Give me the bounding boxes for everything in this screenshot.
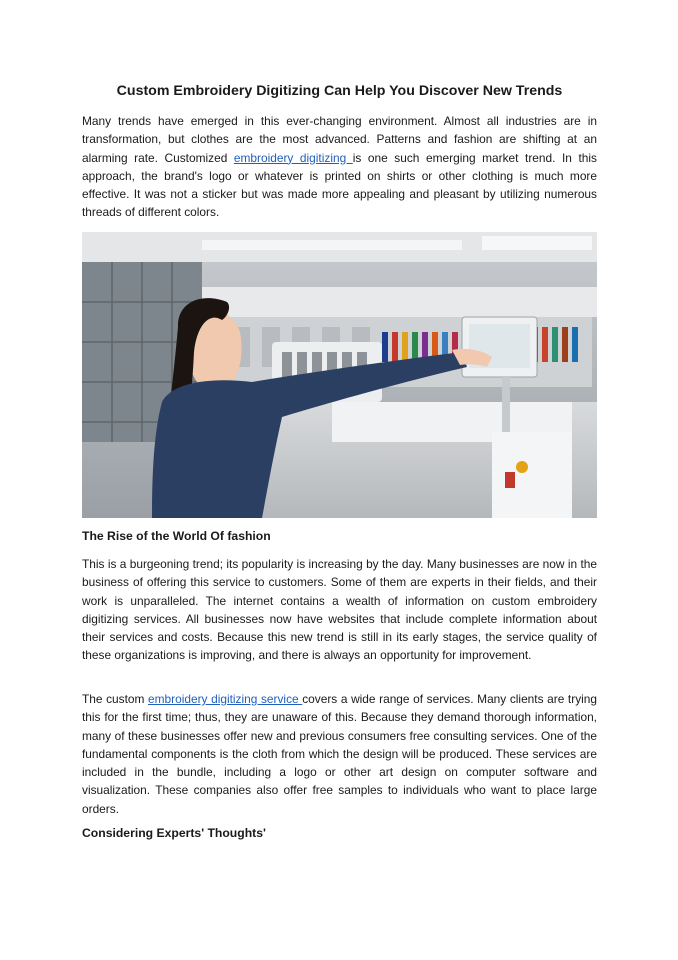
section2-paragraph bbox=[82, 690, 597, 818]
section1-paragraph: This is a burgeoning trend; its popularity is increasing by the day. Many businesses are now in the business of offering this service to customers. Some of them are experts in their fields, and their work is unparalleled. The internet contains a wealth of information on custom embroidery digitizing services. All businesses now have websites that include complete information about their services and costs. Because this new trend is still in its early stages, the service quality of these organizations is improving, and there is always an opportunity for improvement. bbox=[82, 557, 597, 663]
embroidery-machine-photo bbox=[82, 232, 597, 518]
intro-text-start: Many trends have emerged in this ever-changing environment. Almost all industries are in transformation, but clothes are the most advanced. Patterns and fashion are shifting at an alarming rate. Customized bbox=[82, 114, 597, 165]
section-heading-experts-thoughts: Considering Experts' Thoughts' bbox=[82, 826, 266, 840]
embroidery-digitizing-service-link[interactable]: embroidery digitizing service bbox=[148, 692, 303, 706]
section-heading-rise-of-fashion: The Rise of the World Of fashion bbox=[82, 529, 271, 543]
intro-paragraph bbox=[82, 112, 597, 222]
section2-text-start: The custom bbox=[82, 692, 149, 706]
article-title: Custom Embroidery Digitizing Can Help You Discover New Trends bbox=[116, 83, 563, 99]
embroidery-digitizing-link[interactable]: embroidery digitizing bbox=[233, 150, 353, 165]
section2-text-end: covers a wide range of services. Many clients are trying this for the first time; thus, they are unaware of this. Because they demand thorough information, many of these businesses offer new and previous consumers free consulting services. One of the fundamental components is the cloth from which the design will be produced. These services are included in the bundle, including a logo or other art design on computer software and visualization. These companies also offer free samples to individuals who want to place large orders. bbox=[82, 692, 598, 816]
intro-text-end: is one such emerging market trend. In this approach, the brand's logo or whatever is printed on shirts or other clothing is much more effective. It was not a sticker but was made more appealing and pleasant by utilizing numerous threads of different colors. bbox=[82, 150, 597, 220]
